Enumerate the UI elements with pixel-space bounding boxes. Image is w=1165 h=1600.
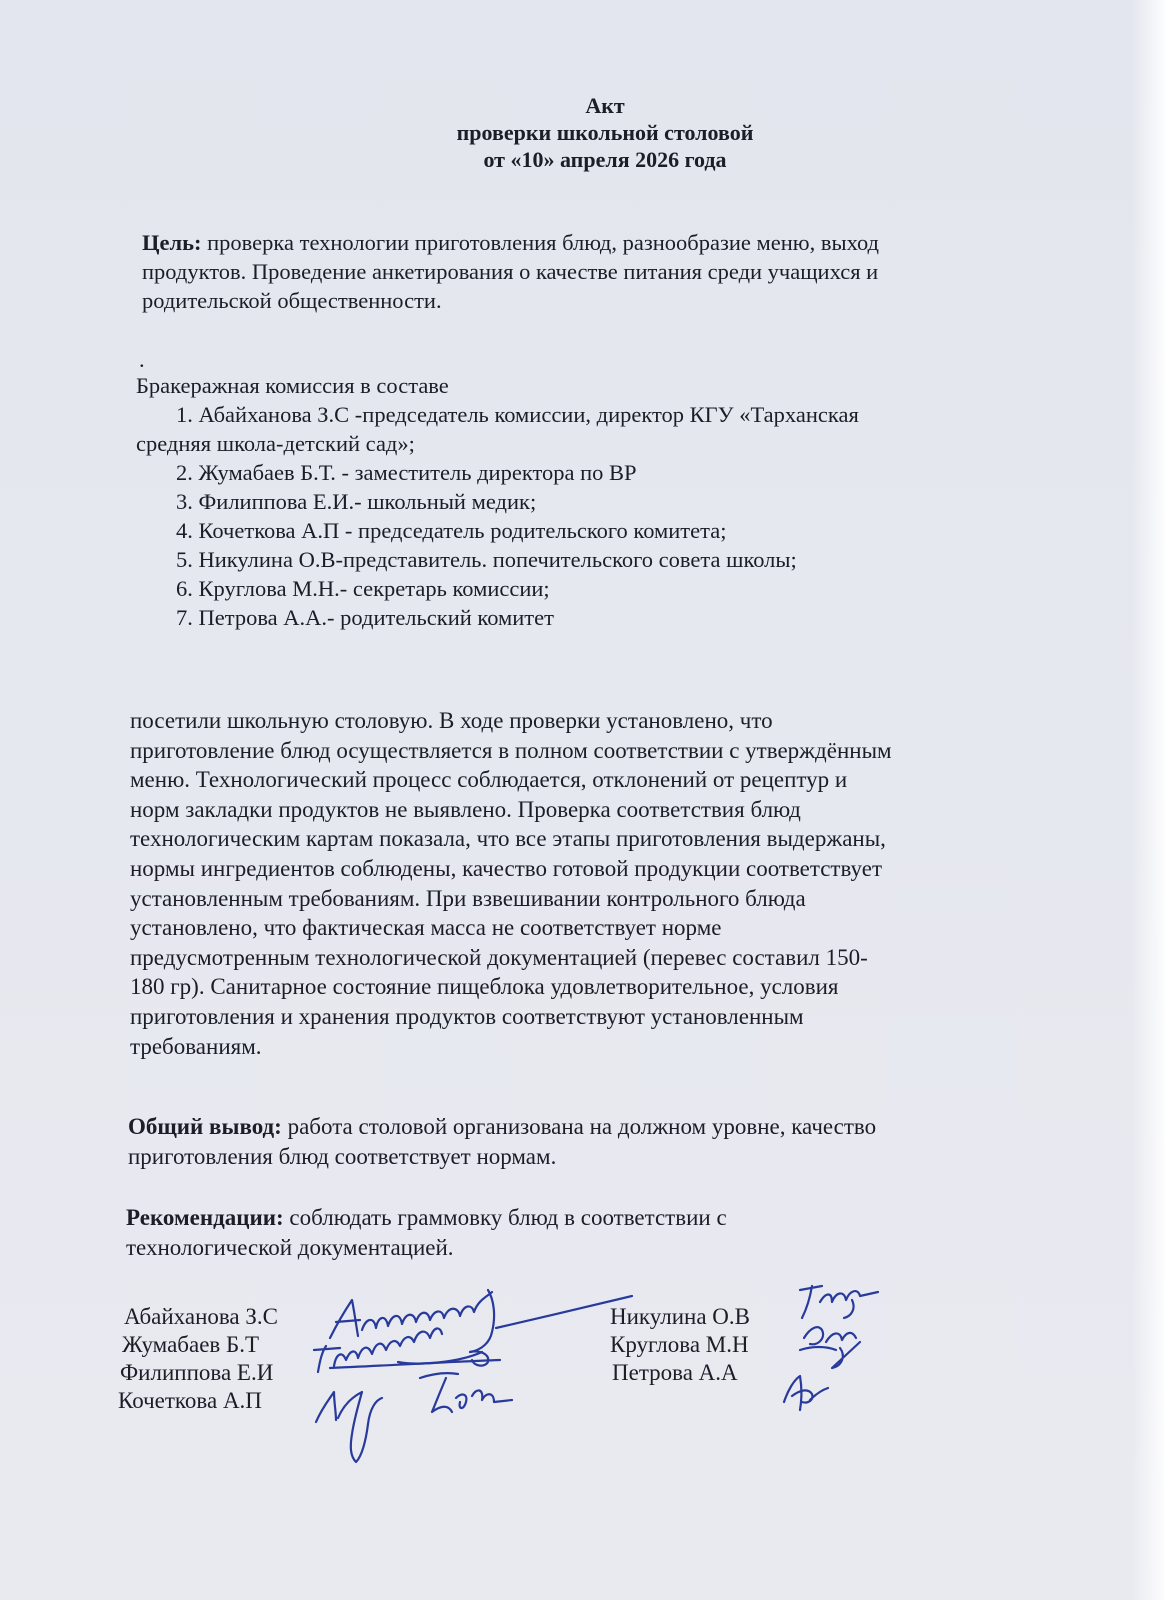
findings-line: приготовления и хранения продуктов соответствуют установленным	[130, 1003, 804, 1029]
purpose-label: Цель:	[142, 230, 202, 255]
findings-line: посетили школьную столовую. В ходе проверки установлено, что	[130, 708, 773, 733]
signature-kochetkova	[316, 1392, 382, 1462]
signature-petrova	[784, 1376, 828, 1410]
signatory-name: Никулина О.В	[610, 1304, 751, 1329]
commission-member-4: 4. Кочеткова А.П - председатель родительского комитета;	[176, 518, 727, 543]
commission-intro: Бракеражная комиссия в составе	[136, 373, 449, 398]
recommendations-section	[126, 1203, 727, 1263]
paper-edge-highlight	[1131, 0, 1165, 1600]
findings-line: нормы ингредиентов соблюдены, качество готовой продукции соответствует	[130, 855, 883, 881]
purpose-line-3: родительской общественности.	[142, 288, 442, 313]
findings-line: требованиям.	[130, 1033, 262, 1059]
document-title	[0, 92, 1165, 173]
title-line-1: Акт	[585, 93, 625, 118]
findings-line: 180 гр). Санитарное состояние пищеблока удовлетворительное, условия	[130, 974, 839, 1000]
purpose-line-1	[142, 228, 879, 257]
findings-line: меню. Технологический процесс соблюдается, отклонений от рецептур и	[130, 767, 848, 793]
commission-member-5: 5. Никулина О.В-представитель. попечительского совета школы;	[176, 547, 797, 572]
signatories-right	[610, 1303, 750, 1387]
findings-line: предусмотренным технологической документацией (перевес составил 150-	[130, 944, 868, 970]
signatory-name: Филиппова Е.И	[120, 1360, 274, 1385]
commission-member-1-continued: средняя школа-детский сад»;	[136, 431, 415, 456]
conclusion-text-1: работа столовой организована на должном уровне, качество	[287, 1114, 877, 1139]
commission-member-7: 7. Петрова А.А.- родительский комитет	[176, 605, 554, 630]
commission-section	[136, 371, 859, 632]
signatory-name: Кочеткова А.П	[118, 1388, 262, 1413]
purpose-text-1: проверка технологии приготовления блюд, разнообразие меню, выход	[207, 230, 880, 255]
commission-member-1: 1. Абайханова З.С -председатель комиссии, директор КГУ «Тарханская	[176, 402, 859, 427]
signatory-name: Петрова А.А	[612, 1360, 738, 1385]
signatory-name: Абайханова З.С	[124, 1304, 279, 1329]
recommendations-text-1: соблюдать граммовку блюд в соответствии с	[289, 1205, 727, 1230]
signatory-name: Жумабаев Б.Т	[122, 1332, 260, 1357]
conclusion-section	[128, 1112, 876, 1172]
findings-line: приготовление блюд осуществляется в полном соответствии с утверждённым	[130, 737, 892, 763]
signature-zhumabaev	[314, 1328, 500, 1372]
conclusion-line-2: приготовления блюд соответствует нормам.	[128, 1144, 557, 1169]
conclusion-label: Общий вывод:	[128, 1114, 282, 1139]
purpose-line-2: продуктов. Проведение анкетирования о качестве питания среди учащихся и	[142, 259, 879, 284]
stray-dot: .	[139, 347, 145, 372]
signatory-name: Круглова М.Н	[610, 1332, 749, 1357]
findings-paragraph	[130, 706, 892, 1061]
signature-nikulina	[800, 1286, 878, 1318]
conclusion-line-1	[128, 1112, 876, 1142]
signature-filippova	[420, 1373, 512, 1412]
recommendations-line-1	[126, 1203, 727, 1233]
findings-line: установленным требованиям. При взвешивании контрольного блюда	[130, 885, 806, 911]
title-line-2: проверки школьной столовой	[456, 120, 754, 145]
commission-member-2: 2. Жумабаев Б.Т. - заместитель директора по ВР	[176, 460, 637, 485]
findings-line: установлено, что фактическая масса не соответствует норме	[130, 915, 722, 941]
recommendations-line-2: технологической документацией.	[126, 1235, 454, 1260]
commission-member-3: 3. Филиппова Е.И.- школьный медик;	[176, 489, 537, 514]
purpose-section	[142, 228, 879, 315]
findings-line: норм закладки продуктов не выявлено. Проверка соответствия блюд	[130, 796, 801, 822]
findings-line: технологическим картам показала, что все этапы приготовления выдержаны,	[130, 826, 886, 852]
title-line-3: от «10» апреля 2026 года	[483, 147, 727, 172]
signatories-left	[118, 1303, 279, 1415]
signature-kruglova	[800, 1327, 860, 1368]
recommendations-label: Рекомендации:	[126, 1205, 284, 1230]
commission-member-6: 6. Круглова М.Н.- секретарь комиссии;	[176, 576, 550, 601]
signature-abaikhanova	[330, 1290, 632, 1364]
